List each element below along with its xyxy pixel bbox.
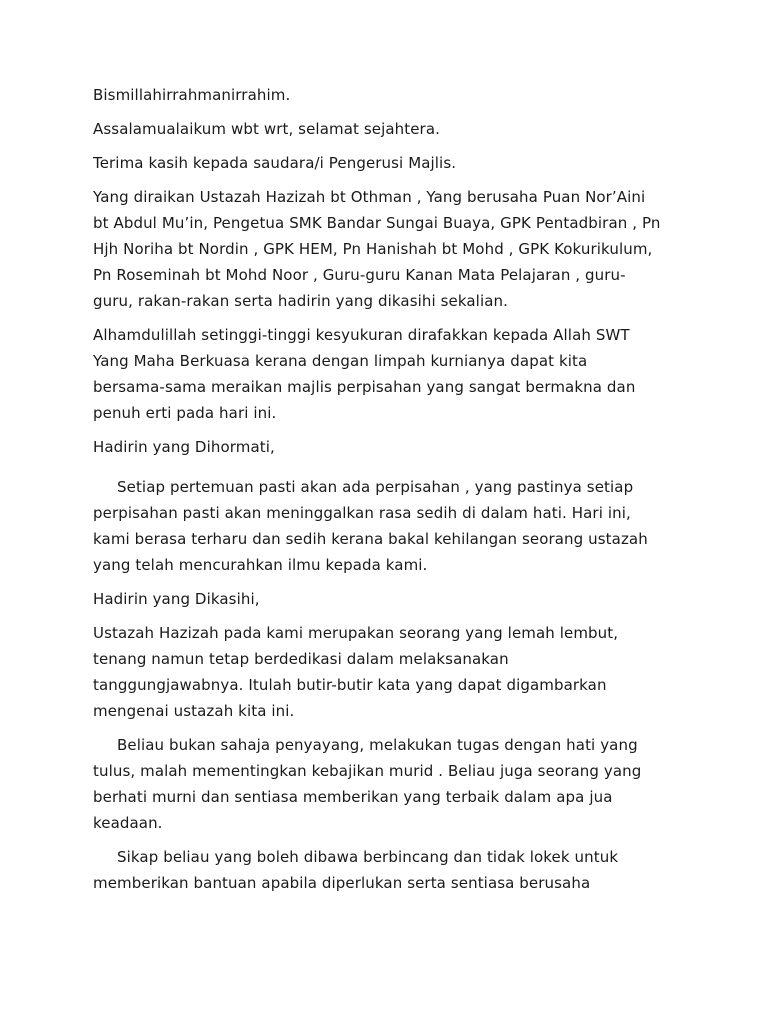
- paragraph-salam: Assalamualaikum wbt wrt, selamat sejahtera.: [93, 120, 440, 138]
- paragraph-hadirin-dihormati: Hadirin yang Dihormati,: [93, 438, 275, 456]
- paragraph-alhamdulillah: Alhamdulillah setinggi-tinggi kesyukuran dirafakkan kepada Allah SWT Yang Maha Berkuasa kerana dengan limpah kurnianya dapat kita bersama-sama meraikan majlis perpisahan yang sangat bermakna dan penuh erti pada hari ini.: [93, 326, 636, 422]
- paragraph-sikap-beliau: Sikap beliau yang boleh dibawa berbincang dan tidak lokek untuk memberikan bantuan apabila diperlukan serta sentiasa berusaha: [93, 848, 619, 892]
- paragraph-beliau-penyayang: Beliau bukan sahaja penyayang, melakukan tugas dengan hati yang tulus, malah mementingkan kebajikan murid . Beliau juga seorang yang berhati murni dan sentiasa memberikan yang terbaik dalam apa jua keadaan.: [93, 736, 642, 832]
- paragraph-thanks-chair: Terima kasih kepada saudara/i Pengerusi Majlis.: [93, 154, 457, 172]
- paragraph-honoured-guests: Yang diraikan Ustazah Hazizah bt Othman , Yang berusaha Puan Nor’Aini bt Abdul Mu’in, Pengetua SMK Bandar Sungai Buaya, GPK Pentadbiran , Pn Hjh Noriha bt Nordin , GPK HEM, Pn Hanishah bt Mohd , GPK Kokurikulum, Pn Roseminah bt Mohd Noor , Guru-guru Kanan Mata Pelajaran , guru- guru, rakan-rakan serta hadirin yang dikasihi sekalian.: [93, 188, 661, 310]
- paragraph-pertemuan: Setiap pertemuan pasti akan ada perpisahan , yang pastinya setiap perpisahan pasti akan meninggalkan rasa sedih di dalam hati. Hari ini, kami berasa terharu dan sedih kerana bakal kehilangan seorang ustazah yang telah mencurahkan ilmu kepada kami.: [93, 478, 648, 574]
- paragraph-ustazah-description: Ustazah Hazizah pada kami merupakan seorang yang lemah lembut, tenang namun tetap berdedikasi dalam melaksanakan tanggungjawabnya. Itulah butir-butir kata yang dapat digambarkan mengenai ustazah kita ini.: [93, 624, 619, 720]
- paragraph-opening-bismillah: Bismillahirrahmanirrahim.: [93, 86, 291, 104]
- paragraph-hadirin-dikasihi: Hadirin yang Dikasihi,: [93, 590, 260, 608]
